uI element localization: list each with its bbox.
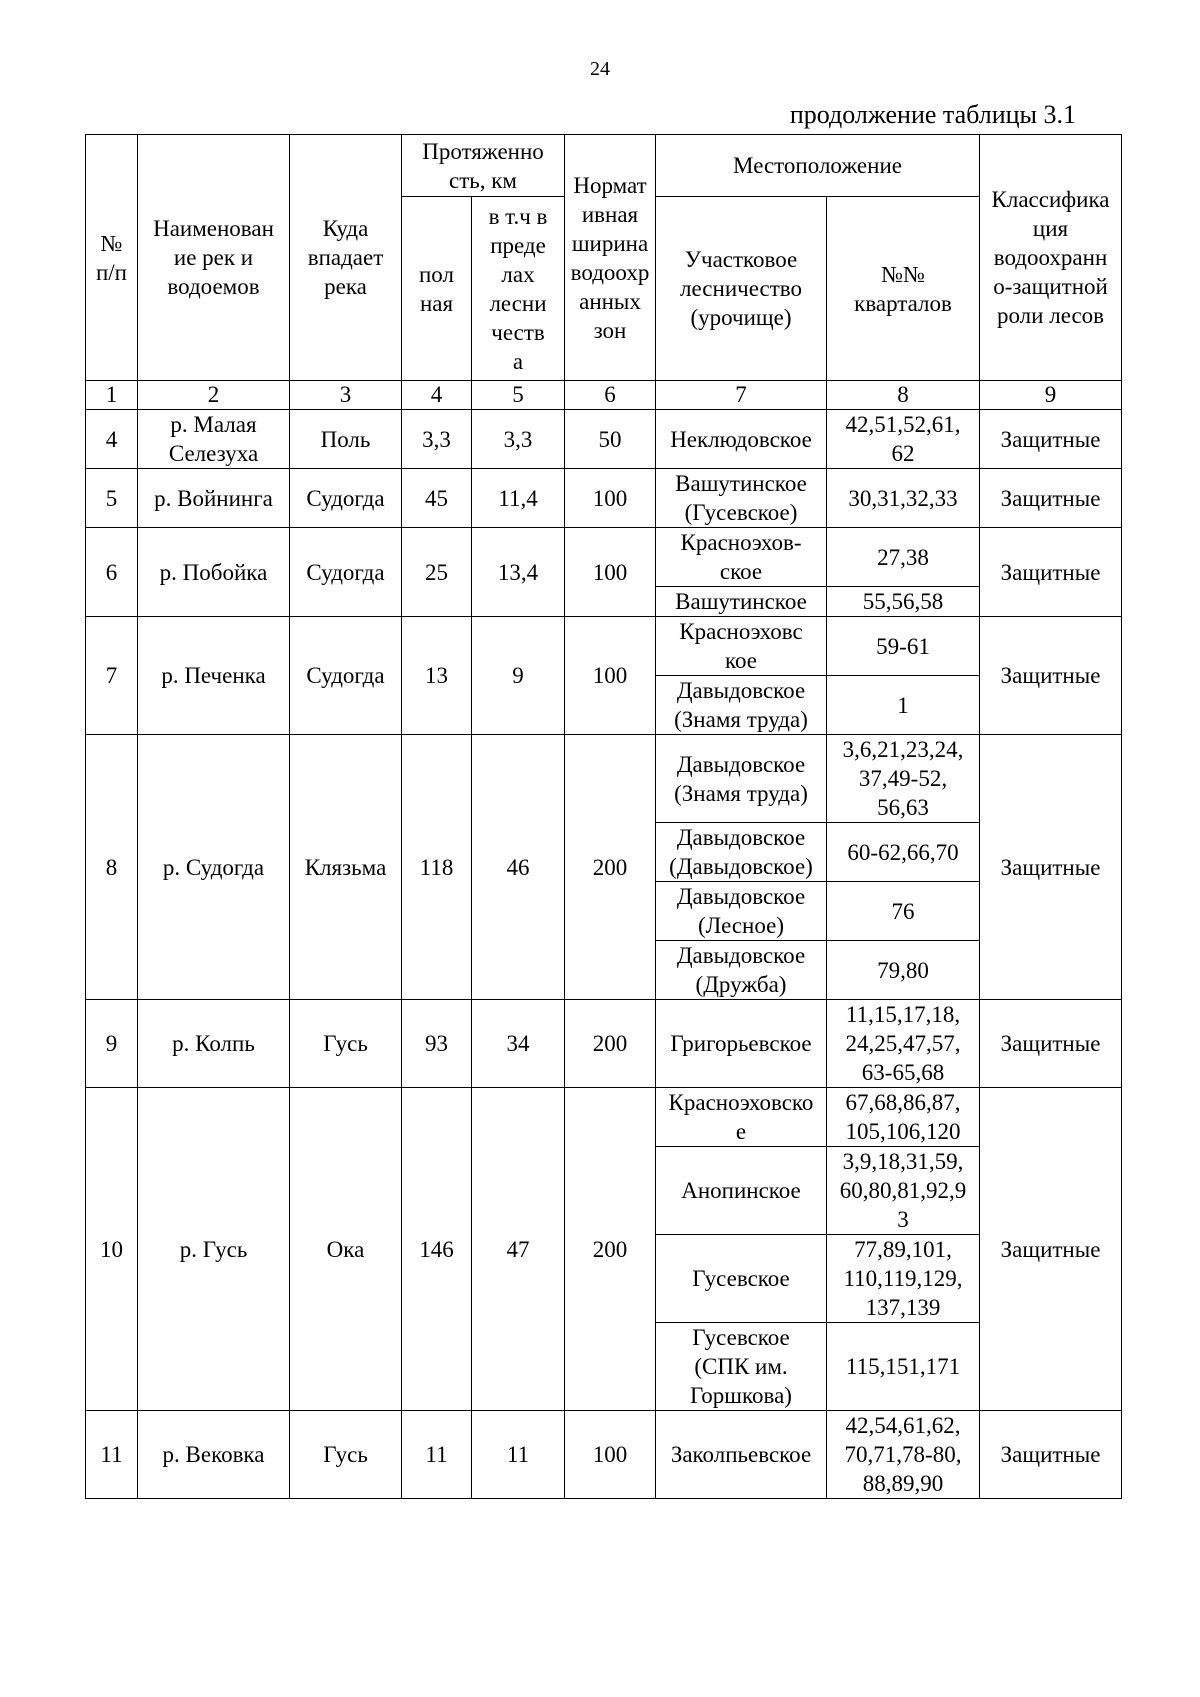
length-in-forestry: 3,3 bbox=[472, 410, 565, 469]
quarter-numbers: 42,51,52,61, 62 bbox=[827, 410, 980, 469]
forestry-name: Давыдовское (Знамя труда) bbox=[656, 676, 827, 735]
row-number: 9 bbox=[86, 1000, 138, 1088]
column-number: 4 bbox=[402, 381, 472, 410]
column-number: 9 bbox=[980, 381, 1122, 410]
table-row bbox=[86, 1088, 1122, 1147]
column-number: 3 bbox=[290, 381, 402, 410]
header-location-group: Местоположение bbox=[656, 135, 980, 197]
forestry-name: Вашутинское bbox=[656, 587, 827, 617]
forestry-name: Вашутинское (Гусевское) bbox=[656, 469, 827, 528]
quarter-numbers: 3,9,18,31,59, 60,80,81,92,9 3 bbox=[827, 1147, 980, 1235]
quarter-numbers: 77,89,101, 110,119,129, 137,139 bbox=[827, 1235, 980, 1323]
length-full: 146 bbox=[402, 1088, 472, 1411]
flows-into: Судогда bbox=[290, 469, 402, 528]
length-in-forestry: 11 bbox=[472, 1411, 565, 1499]
quarter-numbers: 30,31,32,33 bbox=[827, 469, 980, 528]
quarter-numbers: 27,38 bbox=[827, 528, 980, 587]
norm-width: 200 bbox=[565, 735, 656, 1000]
forestry-name: Неклюдовское bbox=[656, 410, 827, 469]
river-name: р. Печенка bbox=[138, 617, 290, 735]
length-in-forestry: 11,4 bbox=[472, 469, 565, 528]
flows-into: Поль bbox=[290, 410, 402, 469]
quarter-numbers: 79,80 bbox=[827, 941, 980, 1000]
length-full: 118 bbox=[402, 735, 472, 1000]
norm-width: 100 bbox=[565, 617, 656, 735]
table-body bbox=[86, 381, 1122, 1499]
quarter-numbers: 55,56,58 bbox=[827, 587, 980, 617]
column-number: 2 bbox=[138, 381, 290, 410]
forestry-name: Красноэховс кое bbox=[656, 617, 827, 676]
norm-width: 200 bbox=[565, 1000, 656, 1088]
table-row bbox=[86, 735, 1122, 823]
length-in-forestry: 9 bbox=[472, 617, 565, 735]
column-number: 8 bbox=[827, 381, 980, 410]
length-in-forestry: 46 bbox=[472, 735, 565, 1000]
row-number: 8 bbox=[86, 735, 138, 1000]
header-name: Наименован ие рек и водоемов bbox=[138, 135, 290, 381]
table-continuation-label: продолжение таблицы 3.1 bbox=[789, 100, 1076, 129]
norm-width: 100 bbox=[565, 528, 656, 617]
length-full: 45 bbox=[402, 469, 472, 528]
table-row bbox=[86, 1000, 1122, 1088]
length-in-forestry: 13,4 bbox=[472, 528, 565, 617]
norm-width: 100 bbox=[565, 1411, 656, 1499]
forestry-name: Красноэховско е bbox=[656, 1088, 827, 1147]
norm-width: 200 bbox=[565, 1088, 656, 1411]
length-full: 11 bbox=[402, 1411, 472, 1499]
row-number: 5 bbox=[86, 469, 138, 528]
header-num: № п/п bbox=[86, 135, 138, 381]
row-number: 7 bbox=[86, 617, 138, 735]
classification: Защитные bbox=[980, 528, 1122, 617]
header-classification: Классифика ция водоохранн о-защитной роли лесов bbox=[980, 135, 1122, 381]
classification: Защитные bbox=[980, 617, 1122, 735]
quarter-numbers: 1 bbox=[827, 676, 980, 735]
length-full: 3,3 bbox=[402, 410, 472, 469]
flows-into: Гусь bbox=[290, 1000, 402, 1088]
forestry-name: Давыдовское (Лесное) bbox=[656, 882, 827, 941]
flows-into: Ока bbox=[290, 1088, 402, 1411]
flows-into: Гусь bbox=[290, 1411, 402, 1499]
forestry-name: Давыдовское (Знамя труда) bbox=[656, 735, 827, 823]
length-full: 93 bbox=[402, 1000, 472, 1088]
quarter-numbers: 59-61 bbox=[827, 617, 980, 676]
classification: Защитные bbox=[980, 1088, 1122, 1411]
length-in-forestry: 34 bbox=[472, 1000, 565, 1088]
classification: Защитные bbox=[980, 735, 1122, 1000]
flows-into: Судогда bbox=[290, 617, 402, 735]
river-name: р. Побойка bbox=[138, 528, 290, 617]
length-full: 25 bbox=[402, 528, 472, 617]
quarter-numbers: 3,6,21,23,24, 37,49-52, 56,63 bbox=[827, 735, 980, 823]
table-row bbox=[86, 617, 1122, 676]
forestry-name: Заколпьевское bbox=[656, 1411, 827, 1499]
header-length-full: пол ная bbox=[402, 197, 472, 381]
river-name: р. Вековка bbox=[138, 1411, 290, 1499]
table-header bbox=[86, 135, 1122, 381]
flows-into: Клязьма bbox=[290, 735, 402, 1000]
river-name: р. Гусь bbox=[138, 1088, 290, 1411]
table-row bbox=[86, 1411, 1122, 1499]
page-number: 24 bbox=[590, 58, 610, 80]
header-quarters: №№ кварталов bbox=[827, 197, 980, 381]
forestry-name: Давыдовское (Давыдовское) bbox=[656, 823, 827, 882]
column-number-row bbox=[86, 381, 1122, 410]
classification: Защитные bbox=[980, 1000, 1122, 1088]
water-protection-table bbox=[85, 134, 1122, 1499]
quarter-numbers: 115,151,171 bbox=[827, 1323, 980, 1411]
classification: Защитные bbox=[980, 1411, 1122, 1499]
table-row bbox=[86, 528, 1122, 587]
forestry-name: Гусевское (СПК им. Горшкова) bbox=[656, 1323, 827, 1411]
river-name: р. Войнинга bbox=[138, 469, 290, 528]
column-number: 6 bbox=[565, 381, 656, 410]
row-number: 11 bbox=[86, 1411, 138, 1499]
flows-into: Судогда bbox=[290, 528, 402, 617]
column-number: 1 bbox=[86, 381, 138, 410]
river-name: р. Малая Селезуха bbox=[138, 410, 290, 469]
row-number: 4 bbox=[86, 410, 138, 469]
column-number: 5 bbox=[472, 381, 565, 410]
forestry-name: Гусевское bbox=[656, 1235, 827, 1323]
classification: Защитные bbox=[980, 410, 1122, 469]
river-name: р. Судогда bbox=[138, 735, 290, 1000]
header-flows-into: Куда впадает река bbox=[290, 135, 402, 381]
header-norm-width: Нормат ивная ширина водоохр анных зон bbox=[565, 135, 656, 381]
forestry-name: Красноэхов- ское bbox=[656, 528, 827, 587]
row-number: 10 bbox=[86, 1088, 138, 1411]
classification: Защитные bbox=[980, 469, 1122, 528]
river-name: р. Колпь bbox=[138, 1000, 290, 1088]
header-length-group: Протяженно сть, км bbox=[402, 135, 565, 197]
quarter-numbers: 67,68,86,87, 105,106,120 bbox=[827, 1088, 980, 1147]
row-number: 6 bbox=[86, 528, 138, 617]
norm-width: 50 bbox=[565, 410, 656, 469]
norm-width: 100 bbox=[565, 469, 656, 528]
column-number: 7 bbox=[656, 381, 827, 410]
table-row bbox=[86, 469, 1122, 528]
header-length-forest: в т.ч в преде лах лесни честв а bbox=[472, 197, 565, 381]
length-in-forestry: 47 bbox=[472, 1088, 565, 1411]
forestry-name: Давыдовское (Дружба) bbox=[656, 941, 827, 1000]
quarter-numbers: 42,54,61,62, 70,71,78-80, 88,89,90 bbox=[827, 1411, 980, 1499]
quarter-numbers: 76 bbox=[827, 882, 980, 941]
quarter-numbers: 60-62,66,70 bbox=[827, 823, 980, 882]
length-full: 13 bbox=[402, 617, 472, 735]
table-row bbox=[86, 410, 1122, 469]
forestry-name: Григорьевское bbox=[656, 1000, 827, 1088]
quarter-numbers: 11,15,17,18, 24,25,47,57, 63-65,68 bbox=[827, 1000, 980, 1088]
header-forestry: Участковое лесничество (урочище) bbox=[656, 197, 827, 381]
forestry-name: Анопинское bbox=[656, 1147, 827, 1235]
